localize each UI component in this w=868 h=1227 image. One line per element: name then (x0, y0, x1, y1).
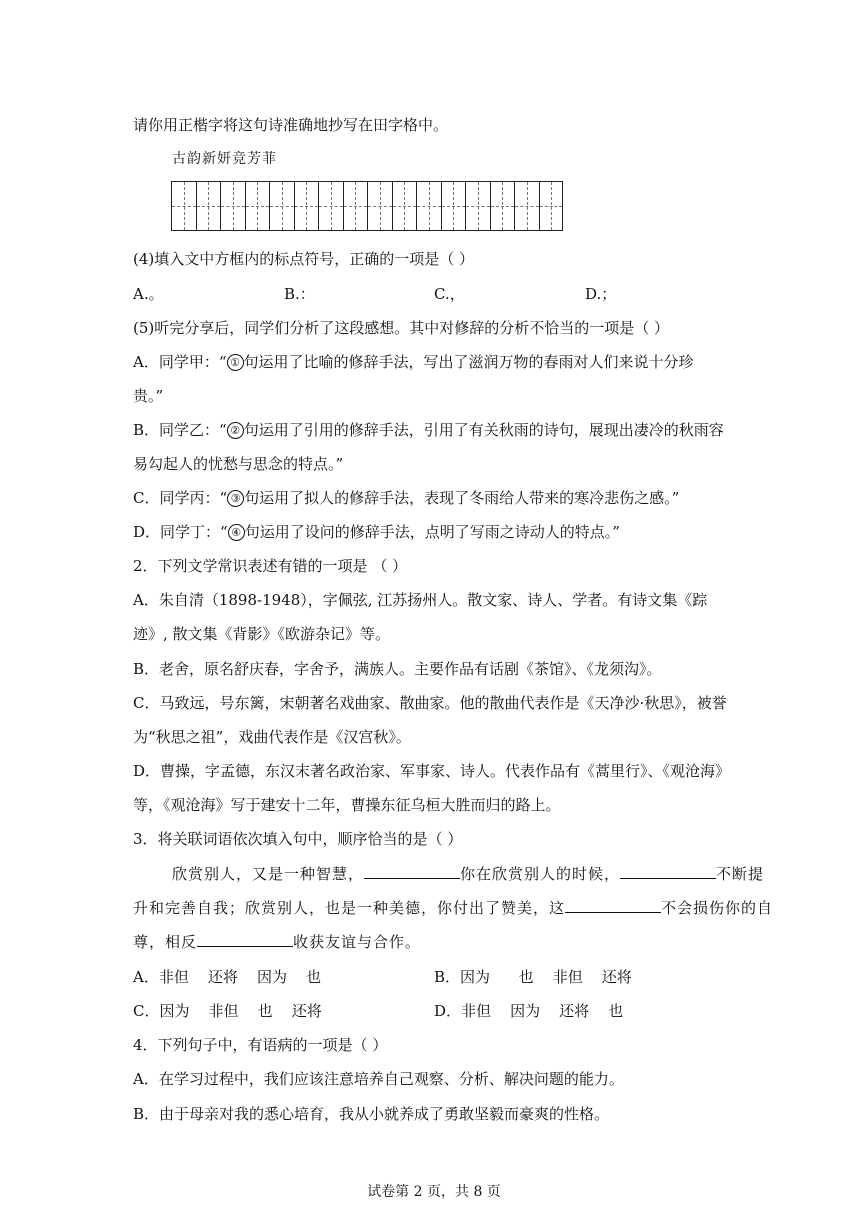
q5-option-a-cont: 贵。” (133, 387, 164, 405)
q2-option-c-cont: 为“秋思之祖”，戏曲代表作是《汉宫秋》。 (133, 728, 411, 746)
grid-cell[interactable] (465, 181, 490, 231)
grid-cell[interactable] (318, 181, 343, 231)
circled-number: ④ (228, 524, 245, 541)
q3-option-c: C．因为 非但 也 还将 (133, 1002, 322, 1020)
grid-cell[interactable] (539, 181, 564, 231)
grid-cell[interactable] (367, 181, 392, 231)
q5-option-d: D．同学丁：“ ④ 句运用了设问的修辞手法，点明了写雨之诗动人的特点。” (133, 523, 620, 541)
q4b-option-b: B．由于母亲对我的悉心培育，我从小就养成了勇敢坚毅而豪爽的性格。 (133, 1105, 610, 1123)
q3-passage-line1: 欣赏别人，又是一种智慧， 你在欣赏别人的时候， 不断提 (172, 865, 765, 883)
grid-cell[interactable] (392, 181, 417, 231)
circled-number: ① (227, 354, 244, 371)
q3-stem: 3．将关联词语依次填入句中，顺序恰当的是（ ） (133, 830, 463, 848)
grid-cell[interactable] (220, 181, 245, 231)
answer-blank[interactable] (364, 864, 460, 879)
grid-cell[interactable] (196, 181, 221, 231)
q5-option-b: B．同学乙：“ ② 句运用了引用的修辞手法，引用了有关秋雨的诗句，展现出凄冷的秋雨容 (133, 421, 724, 439)
q3-option-d: D．非但 因为 还将 也 (434, 1002, 624, 1020)
q2-option-b: B．老舍，原名舒庆春，字舍予，满族人。主要作品有话剧《茶馆》、《龙须沟》。 (133, 660, 662, 678)
q5-stem: (5)听完分享后，同学们分析了这段感想。其中对修辞的分析不恰当的一项是（ ） (133, 319, 670, 337)
circled-number: ② (227, 422, 244, 439)
q3-option-a: A．非但 还将 因为 也 (133, 968, 322, 986)
q4-option-a: A.。 (133, 285, 164, 303)
grid-cell[interactable] (514, 181, 539, 231)
q4-option-d: D.； (585, 285, 617, 303)
grid-cell[interactable] (343, 181, 368, 231)
grid-cell[interactable] (171, 181, 196, 231)
q3-passage-line2: 升和完善自我；欣赏别人，也是一种美德，你付出了赞美，这 不会损伤你的自 (133, 899, 774, 917)
q4-option-b: B.： (284, 285, 315, 303)
q2-option-d: D．曹操，字孟德，东汉末著名政治家、军事家、诗人。代表作品有《蒿里行》、《观沧海》 (133, 762, 731, 780)
q4b-option-a: A．在学习过程中，我们应该注意培养自己观察、分析、解决问题的能力。 (133, 1070, 624, 1088)
q2-option-a: A．朱自清（1898-1948），字佩弦, 江苏扬州人。散文家、诗人、学者。有诗文集《踪 (133, 591, 708, 609)
grid-cell[interactable] (245, 181, 270, 231)
grid-cell[interactable] (269, 181, 294, 231)
q5-option-a: A．同学甲：“ ① 句运用了比喻的修辞手法，写出了滋润万物的春雨对人们来说十分珍 (133, 353, 694, 371)
instruction-line: 请你用正楷字将这句诗准确地抄写在田字格中。 (133, 116, 449, 134)
page-footer: 试卷第 2 页，共 8 页 (367, 1184, 501, 1200)
grid-cell[interactable] (294, 181, 319, 231)
answer-blank[interactable] (197, 932, 293, 947)
q5-option-c: C．同学丙：“ ③ 句运用了拟人的修辞手法，表现了冬雨给人带来的寒冷悲伤之感。” (133, 489, 680, 507)
q3-passage-line3: 尊，相反 收获友谊与合作。 (133, 933, 422, 951)
q2-option-c: C．马致远，号东篱，宋朝著名戏曲家、散曲家。他的散曲代表作是《天净沙·秋思》，被誉 (133, 694, 727, 712)
q4-stem: (4)填入文中方框内的标点符号，正确的一项是（ ） (133, 250, 475, 268)
circled-number: ③ (227, 490, 244, 507)
grid-cell[interactable] (416, 181, 441, 231)
q5-option-b-cont: 易勾起人的忧愁与思念的特点。” (133, 455, 344, 473)
poem-line: 古韵新妍竞芳菲 (172, 151, 277, 167)
q2-option-d-cont: 等，《观沧海》写于建安十二年，曹操东征乌桓大胜而归的路上。 (133, 796, 561, 814)
grid-cell[interactable] (490, 181, 515, 231)
answer-blank[interactable] (565, 898, 661, 913)
tianzige-grid (171, 181, 563, 231)
q2-stem: 2．下列文学常识表述有错的一项是 （ ） (133, 557, 408, 575)
q4-option-c: C.， (434, 285, 465, 303)
q4b-stem: 4．下列句子中，有语病的一项是（ ） (133, 1036, 388, 1054)
answer-blank[interactable] (620, 864, 716, 879)
grid-cell[interactable] (441, 181, 466, 231)
q3-option-b: B．因为 也 非但 还将 (434, 968, 632, 986)
q2-option-a-cont: 迹》, 散文集《背影》《欧游杂记》等。 (133, 625, 391, 643)
